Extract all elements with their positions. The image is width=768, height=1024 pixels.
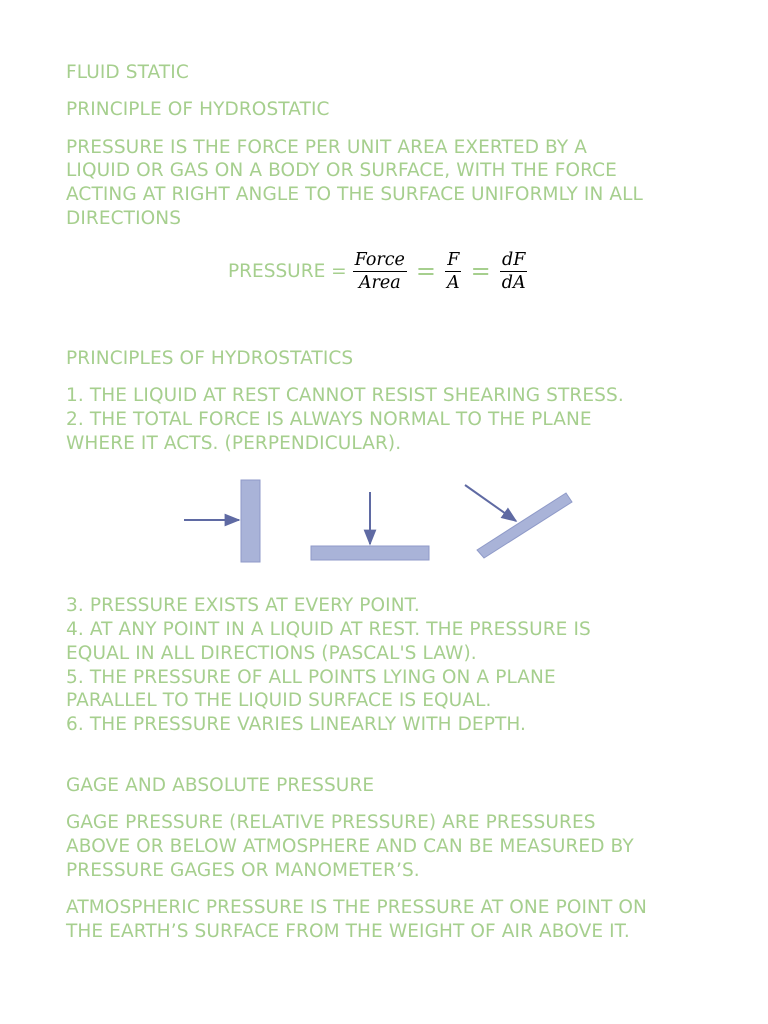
normal-force-diagram (180, 476, 580, 568)
principle-line: 2. THE TOTAL FORCE IS ALWAYS NORMAL TO THE PLANE (66, 409, 592, 430)
fraction-denominator: A (447, 272, 460, 293)
definition-line: DIRECTIONS (66, 208, 182, 229)
heading-principles-of-hydrostatics: PRINCIPLES OF HYDROSTATICS (66, 348, 354, 369)
principle-line: 4. AT ANY POINT IN A LIQUID AT REST. THE PRESSURE IS (66, 619, 591, 640)
gage-line: ABOVE OR BELOW ATMOSPHERE AND CAN BE MEASURED BY (66, 836, 634, 857)
principle-line: 1. THE LIQUID AT REST CANNOT RESIST SHEARING STRESS. (66, 385, 624, 406)
principle-line: PARALLEL TO THE LIQUID SURFACE IS EQUAL. (66, 690, 492, 711)
formula-label: PRESSURE = (228, 260, 347, 282)
fraction-numerator: F (447, 249, 460, 270)
pressure-formula (222, 246, 528, 296)
fraction-denominator: dA (501, 272, 526, 293)
definition-line: PRESSURE IS THE FORCE PER UNIT AREA EXERTED BY A (66, 137, 587, 158)
definition-line: ACTING AT RIGHT ANGLE TO THE SURFACE UNIFORMLY IN ALL (66, 184, 643, 205)
horizontal-plate-diagram (311, 492, 429, 560)
heading-fluid-static: FLUID STATIC (66, 62, 189, 83)
vertical-plate-diagram (184, 480, 260, 562)
principle-line: WHERE IT ACTS. (PERPENDICULAR). (66, 433, 402, 454)
principle-line: 3. PRESSURE EXISTS AT EVERY POINT. (66, 595, 420, 616)
principle-line: 5. THE PRESSURE OF ALL POINTS LYING ON A PLANE (66, 667, 556, 688)
definition-line: LIQUID OR GAS ON A BODY OR SURFACE, WITH THE FORCE (66, 160, 617, 181)
normal-force-arrow-icon (465, 485, 516, 521)
fraction-numerator: dF (502, 249, 526, 270)
principle-line: 6. THE PRESSURE VARIES LINEARLY WITH DEPTH. (66, 714, 527, 735)
fraction-numerator: Force (354, 249, 405, 270)
gage-line: GAGE PRESSURE (RELATIVE PRESSURE) ARE PRESSURES (66, 812, 596, 833)
heading-principle-of-hydrostatic: PRINCIPLE OF HYDROSTATIC (66, 99, 330, 120)
horizontal-plate (311, 546, 429, 560)
vertical-plate (241, 480, 260, 562)
gage-line: PRESSURE GAGES OR MANOMETER’S. (66, 860, 420, 881)
heading-gage-and-absolute-pressure: GAGE AND ABSOLUTE PRESSURE (66, 775, 375, 796)
fraction-f-a (445, 249, 462, 294)
atmospheric-line: ATMOSPHERIC PRESSURE IS THE PRESSURE AT ONE POINT ON (66, 897, 647, 918)
fraction-df-da (500, 249, 528, 294)
inclined-plate-diagram (465, 485, 572, 558)
principle-line: EQUAL IN ALL DIRECTIONS (PASCAL'S LAW). (66, 643, 477, 664)
fraction-denominator: Area (358, 272, 401, 293)
equals-sign: = (415, 257, 437, 285)
fraction-force-area (353, 249, 407, 294)
atmospheric-line: THE EARTH’S SURFACE FROM THE WEIGHT OF AIR ABOVE IT. (66, 921, 630, 942)
equals-sign: = (470, 257, 491, 285)
